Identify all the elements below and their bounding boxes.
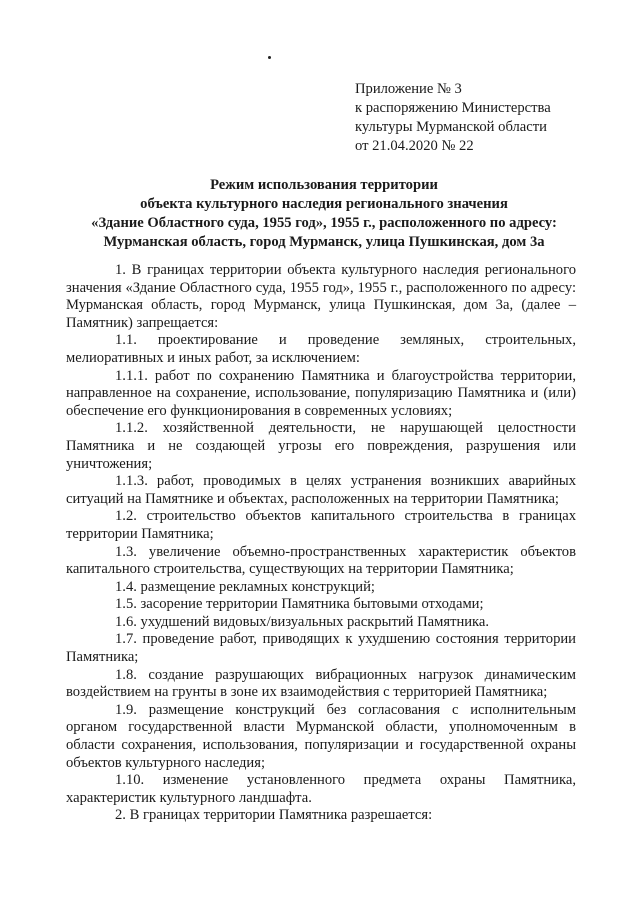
paragraph-1-6: 1.6. ухудшений видовых/визуальных раскрытий Памятника.: [115, 613, 490, 630]
annex-line: культуры Мурманской области: [355, 119, 547, 135]
paragraph-1: 1. В границах территории объекта культурного наследия регионального значения «Здание Областного суда, 1955 год», 1955 г., расположенного по адресу: Мурманская область, город Мурманск, улица Пушкинская, дом 3а, (далее – Памятник) запрещается:: [66, 262, 576, 331]
annex-line: к распоряжению Министерства: [355, 100, 551, 116]
stray-dot-mark: [268, 56, 271, 59]
paragraph-1-8: 1.8. создание разрушающих вибрационных нагрузок динамическим воздействием на грунты в зоне их взаимодействия с территорией Памятника;: [66, 666, 576, 701]
annex-line: Приложение № 3: [355, 81, 462, 97]
title-line: объекта культурного наследия регионального значения: [140, 196, 508, 212]
paragraph-1-3: 1.3. увеличение объемно-пространственных характеристик объектов капитального строительства, существующих на территории Памятника;: [66, 543, 576, 578]
paragraph-1-4: 1.4. размещение рекламных конструкций;: [115, 578, 375, 595]
paragraph-1-5: 1.5. засорение территории Памятника бытовыми отходами;: [115, 596, 484, 613]
paragraph-1-1-1: 1.1.1. работ по сохранению Памятника и благоустройства территории, направленное на сохранение, использование, популяризацию Памятника и (или) обеспечение его функционирования в современных условиях;: [66, 367, 576, 419]
annex-header: [355, 80, 615, 156]
paragraph-1-1-3: 1.1.3. работ, проводимых в целях устранения возникших аварийных ситуаций на Памятнике и объектах, расположенных на территории Памятника;: [66, 473, 576, 507]
annex-line: от 21.04.2020 № 22: [355, 138, 474, 154]
paragraph-1-2: 1.2. строительство объектов капитального строительства в границах территории Памятника;: [66, 508, 576, 542]
paragraph-1-7: 1.7. проведение работ, приводящих к ухудшению состояния территории Памятника;: [66, 631, 576, 666]
title-line: Мурманская область, город Мурманск, улица Пушкинская, дом 3а: [103, 234, 545, 250]
paragraph-1-1: 1.1. проектирование и проведение земляных, строительных, мелиоративных и иных работ, за исключением:: [66, 332, 576, 366]
title-line: «Здание Областного суда, 1955 год», 1955 г., расположенного по адресу:: [91, 215, 557, 231]
paragraph-1-9: 1.9. размещение конструкций без согласования с исполнительным органом государственной власти Мурманской области, уполномоченным в области сохранения, использования, популяризации и государственной охраны объектов культурного наследия;: [66, 701, 576, 771]
document-title: [70, 176, 578, 252]
document-body: [66, 262, 576, 825]
title-line: Режим использования территории: [210, 177, 438, 193]
paragraph-2: 2. В границах территории Памятника разрешается:: [115, 807, 433, 824]
paragraph-1-1-2: 1.1.2. хозяйственной деятельности, не нарушающей целостности Памятника и не создающей угрозы его повреждения, разрушения или уничтожения;: [66, 420, 576, 472]
paragraph-1-10: 1.10. изменение установленного предмета охраны Памятника, характеристик культурного ландшафта.: [66, 772, 576, 806]
